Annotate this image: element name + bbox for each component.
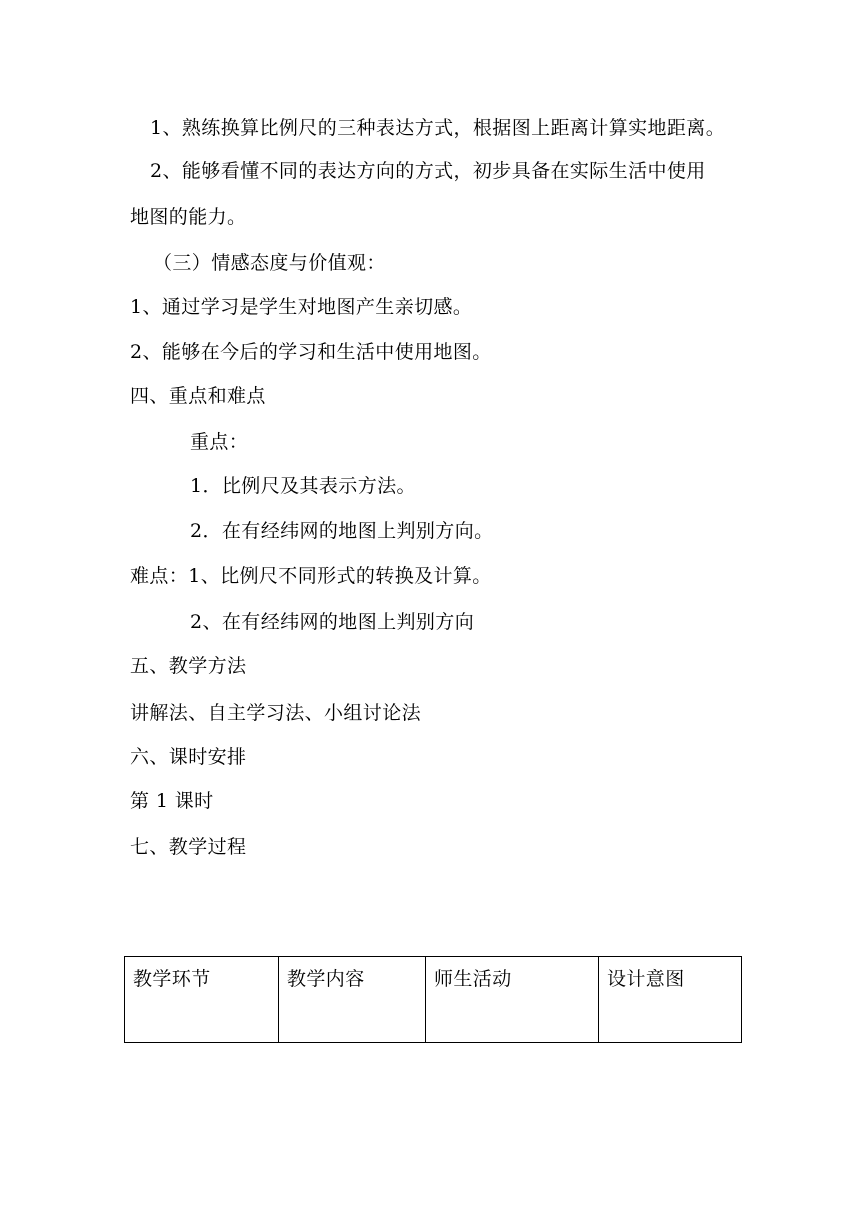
header-activities: 师生活动 [426,957,599,1043]
key-points-label: 重点： [190,431,249,453]
section-heading-methods: 五、教学方法 [130,655,247,677]
key-point-item-2: 2．在有经纬网的地图上判别方向。 [190,520,494,542]
header-teaching-content: 教学内容 [279,957,426,1043]
section-heading-key-points: 四、重点和难点 [130,385,266,407]
attitude-item-1: 1、通过学习是学生对地图产生亲切感。 [130,296,473,318]
header-design-intent: 设计意图 [599,957,742,1043]
attitude-item-2: 2、能够在今后的学习和生活中使用地图。 [130,341,492,363]
difficult-points-item-1: 难点：1、比例尺不同形式的转换及计算。 [130,565,492,587]
key-point-item-1: 1．比例尺及其表示方法。 [190,475,416,497]
section-heading-process: 七、教学过程 [130,836,247,858]
objective-skill-2-continued: 地图的能力。 [130,206,247,228]
difficult-points-item-2: 2、在有经纬网的地图上判别方向 [190,611,475,633]
teaching-process-table [124,956,742,1043]
lesson-count: 第 1 课时 [130,790,214,812]
teaching-methods: 讲解法、自主学习法、小组讨论法 [130,702,422,724]
section-heading-attitudes: （三）情感态度与价值观： [153,252,386,274]
table-header-row [125,957,742,1043]
section-heading-schedule: 六、课时安排 [130,746,247,768]
header-teaching-stage: 教学环节 [125,957,279,1043]
objective-skill-1: 1、熟练换算比例尺的三种表达方式，根据图上距离计算实地距离。 [150,117,726,139]
objective-skill-2: 2、能够看懂不同的表达方向的方式，初步具备在实际生活中使用 [150,160,706,182]
